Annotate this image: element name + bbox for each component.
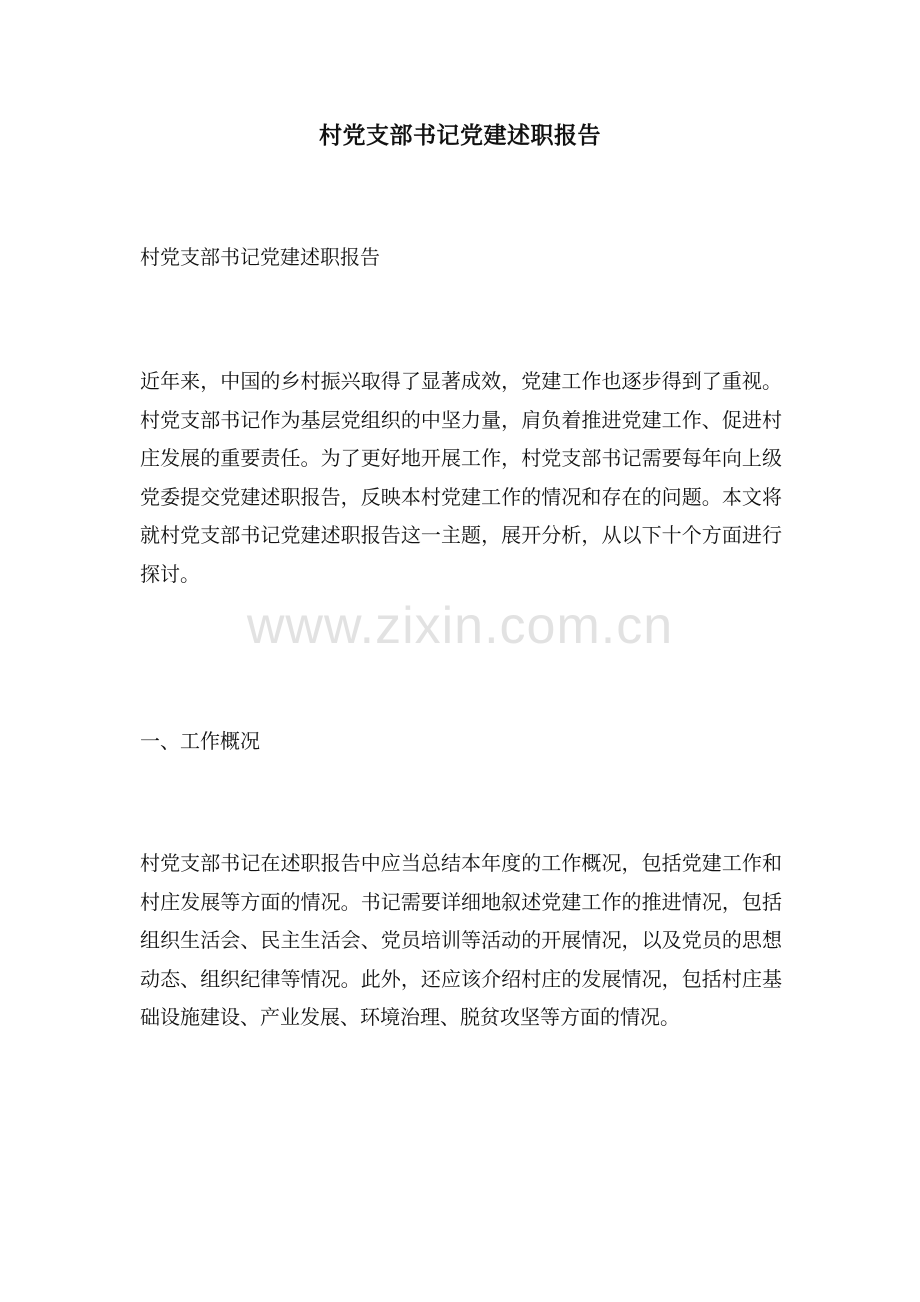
section-heading-work-overview: 一、工作概况 — [140, 729, 260, 753]
watermark: www.zixin.com.cn — [246, 597, 674, 655]
document-title: 村党支部书记党建述职报告 — [319, 122, 601, 149]
section-paragraph-work-overview: 村党支部书记在述职报告中应当总结本年度的工作概况，包括党建工作和村庄发展等方面的情况。书记需要详细地叙述党建工作的推进情况，包括组织生活会、民主生活会、党员培训等活动的开展情况，以及党员的思想动态、组织纪律等情况。此外，还应该介绍村庄的发展情况，包括村庄基础设施建设、产业发展、环境治理、脱贫攻坚等方面的情况。 — [140, 851, 782, 1029]
document-subtitle: 村党支部书记党建述职报告 — [140, 245, 380, 269]
intro-paragraph: 近年来，中国的乡村振兴取得了显著成效，党建工作也逐步得到了重视。村党支部书记作为基层党组织的中坚力量，肩负着推进党建工作、促进村庄发展的重要责任。为了更好地开展工作，村党支部书记需要每年向上级党委提交党建述职报告，反映本村党建工作的情况和存在的问题。本文将就村党支部书记党建述职报告这一主题，展开分析，从以下十个方面进行探讨。 — [140, 369, 782, 586]
